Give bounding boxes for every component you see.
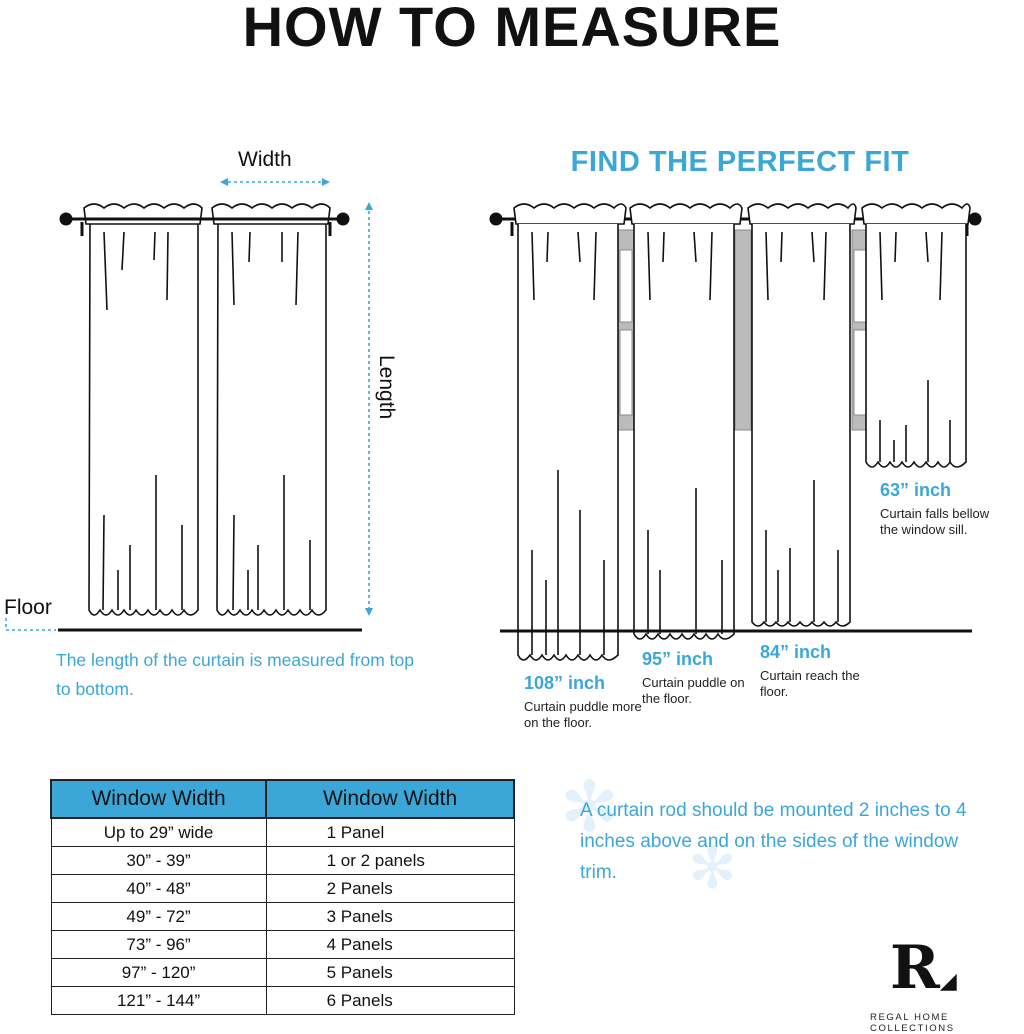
width-arrow (220, 178, 330, 186)
size-95-label (642, 649, 757, 707)
table-cell: 1 Panel (266, 818, 514, 847)
size-title: 84” inch (760, 642, 832, 662)
curtain-108 (514, 204, 626, 660)
table-cell: 1 or 2 panels (266, 847, 514, 875)
size-desc: Curtain puddle on the floor. (642, 675, 745, 706)
table-row (51, 818, 514, 847)
snowflake-decoration-icon: ✻ (560, 768, 619, 846)
length-arrow (365, 202, 373, 616)
curtain-panel-left-1 (84, 204, 202, 615)
size-desc: Curtain puddle more on the floor. (524, 699, 642, 730)
table-header: Window Width (266, 780, 514, 818)
table-cell: 5 Panels (266, 959, 514, 987)
size-63-label (880, 480, 1010, 538)
size-title: 95” inch (642, 649, 714, 669)
table-cell: 49” - 72” (51, 903, 266, 931)
table-cell: 4 Panels (266, 931, 514, 959)
snowflake-decoration-icon: ✻ (688, 836, 737, 901)
table-cell: 73” - 96” (51, 931, 266, 959)
rod-mounting-note: A curtain rod should be mounted 2 inches to 4 inches above and on the sides of the window trim. (580, 800, 967, 883)
size-title: 108” inch (524, 673, 606, 693)
brand-logo: R◢ (890, 933, 957, 1003)
table-row (51, 903, 514, 931)
fit-heading: FIND THE PERFECT FIT (570, 146, 910, 178)
floor-label: Floor (4, 596, 52, 619)
table-row (51, 875, 514, 903)
table-cell: 97” - 120” (51, 959, 266, 987)
page-title: HOW TO MEASURE (242, 0, 782, 58)
table-cell: 6 Panels (266, 987, 514, 1015)
table-row (51, 931, 514, 959)
table-cell: 3 Panels (266, 903, 514, 931)
size-84-label (760, 642, 865, 700)
panel-size-table (50, 779, 515, 1015)
size-108-label (524, 673, 654, 731)
brand-mark: R (890, 933, 940, 1003)
table-row (51, 959, 514, 987)
width-label: Width (238, 148, 292, 171)
brand-name: REGAL HOME COLLECTIONS (870, 1012, 955, 1034)
length-label: Length (375, 355, 398, 420)
table-header: Window Width (51, 780, 266, 818)
table-cell: 121” - 144” (51, 987, 266, 1015)
table-row (51, 987, 514, 1015)
length-note: The length of the curtain is measured from top to bottom. (56, 650, 414, 699)
table-cell: 2 Panels (266, 875, 514, 903)
table-cell: 30” - 39” (51, 847, 266, 875)
table-header-row (51, 780, 514, 818)
curtain-95 (630, 204, 742, 639)
table-row (51, 847, 514, 875)
size-desc: Curtain reach the floor. (760, 668, 860, 699)
curtain-84 (748, 204, 856, 626)
table-cell: 40” - 48” (51, 875, 266, 903)
size-title: 63” inch (880, 480, 952, 500)
table-cell: Up to 29” wide (51, 818, 266, 847)
curtain-63 (862, 204, 970, 467)
curtain-panel-left-2 (212, 204, 330, 615)
size-desc: Curtain falls bellow the window sill. (880, 506, 990, 537)
